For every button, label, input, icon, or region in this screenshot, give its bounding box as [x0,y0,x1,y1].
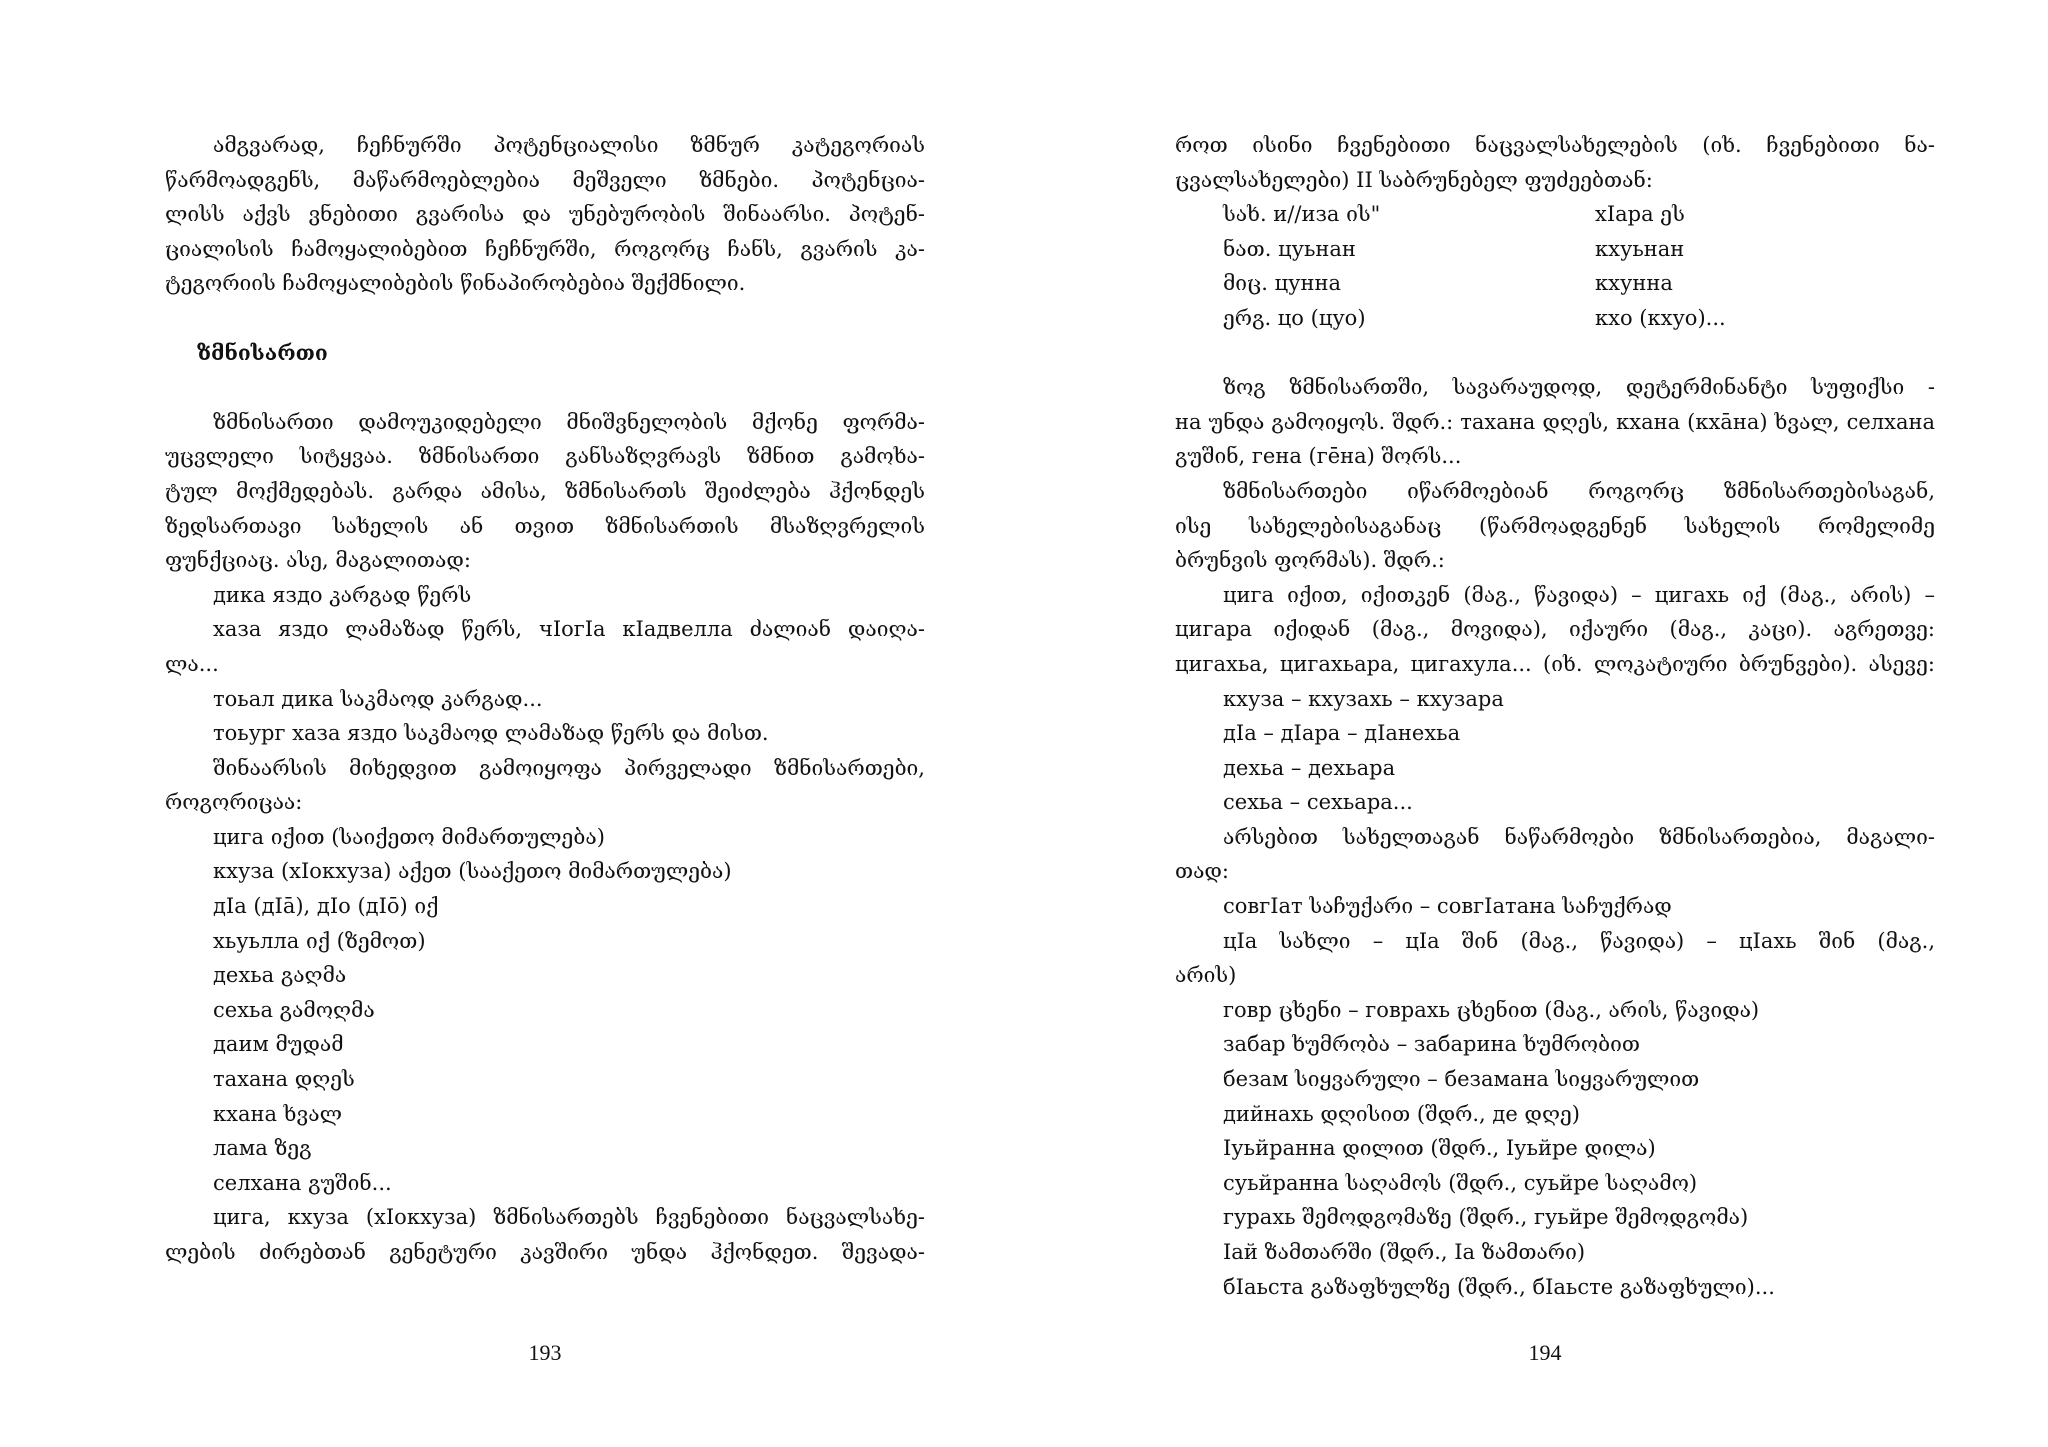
case-form-right: кхо (кхуо)... [1595,305,1726,330]
text-line: შინაარსის მიხედვით გამოიყოფა პირველადი ზმნისართები, [213,755,925,780]
text-line: сехьа გამოღმა [213,997,375,1022]
right-body [1175,336,1935,1305]
text-line: ზმნისართები იწარმოებიან როგორც ზმნისართებისაგან, [1223,478,1935,503]
case-row [1175,197,1935,232]
text-line: селхана გუშინ... [213,1170,392,1195]
text-line: გუშინ, гена (гēна) შორს... [1175,444,1462,469]
case-form-left: მიც. цунна [1223,271,1341,296]
text-line: ბრუნვის ფორმას). შდრ.: [1175,548,1445,573]
text-line: лама ზეგ [213,1136,312,1161]
text-line: უცვლელი სიტყვაა. ზმნისართი განსაზღვრავს ზმნით გამოხა- [165,444,925,469]
text-line: ციალისის ჩამოყალიბებით ჩეჩნურში, როგორც ჩანს, გვარის კა- [165,236,925,261]
case-form-left: ერგ. цо (цуо) [1223,305,1366,330]
text-line: Iай ზამთარში (შდრ., Ia ზამთარი) [1223,1240,1586,1264]
text-line: თად: [1175,859,1230,884]
blank-line [165,301,925,336]
case-row [1175,266,1935,301]
text-line: цига, кхуза (хIокхуза) ზმნისართებს ჩვენებითი ნაცვალსახე- [213,1205,925,1230]
text-line: ცვალსახელები) II საბრუნებელ ფუძეებთან: [1175,167,1653,192]
text-line: ზმნისართი დამოუკიდებელი მნიშვნელობის მქონე ფორმა- [213,409,925,434]
case-form-right: кхунна [1595,271,1673,296]
right-page [1175,128,1935,1304]
text-line: ფუნქციაც. ასე, მაგალითად: [165,548,471,573]
text-line: цIа სახლი – цIа შინ (მაგ., წავიდა) – цIахь შინ (მაგ., [1223,928,1935,953]
left-page [165,128,925,1270]
text-line: совгIат საჩუქარი – совгIатана საჩუქრად [1223,894,1672,919]
text-line: цига იქით (საიქეთო მიმართულება) [213,824,605,849]
text-line: дика яздо კარგად წერს [213,582,472,607]
text-line: Iуьйранна დილით (შდრ., Iуьйре დილა) [1223,1136,1656,1161]
text-line: дIа (дIā), дIо (дIō) იქ [213,894,439,919]
text-line: წარმოადგენს, მაწარმოებლებია მეშველი ზმნები. პოტენცია- [165,167,925,192]
page-number-left: 193 [528,1340,562,1365]
case-form-right: кхуьнан [1595,236,1685,261]
text-line: тоьург хаза яздо საკმაოდ ლამაზად წერს და მისთ. [213,721,769,746]
text-line: როგორიცაა: [165,790,303,815]
text-line: цига იქით, იქითკენ (მაგ., წავიდა) – цигахь იქ (მაგ., არის) – [1223,582,1935,607]
text-line: ზოგ ზმნისართში, სავარაუდოდ, დეტერმინანტი სუფიქსი - [1223,375,1935,400]
text-line: хьуьлла იქ (ზემოთ) [213,928,426,953]
text-line: тоьал дика საკმაოდ კარგად... [213,686,543,711]
case-row [1175,301,1935,336]
text-line: ამგვარად, ჩეჩნურში პოტენციალისი ზმნურ კატეგორიას [213,133,925,157]
text-line: бIаьста გაზაფხულზე (შდრ., бIаьсте გაზაფხული)... [1223,1274,1775,1299]
case-row [1175,232,1935,267]
text-line: ტეგორიის ჩამოყალიბების წინაპირობებია შექმნილი. [165,271,746,296]
case-form-right: хIара ეს [1595,202,1685,227]
text-line: даим მუდამ [213,1032,344,1057]
text-line: არსებით სახელთაგან ნაწარმოები ზმნისართებია, მაგალი- [1223,824,1935,849]
text-line: ლა... [165,651,219,676]
text-line: дехьа გაღმა [213,963,347,988]
text-line: როთ ისინი ჩვენებითი ნაცვალსახელების (იხ. ჩვენებითი ნა- [1175,133,1935,157]
text-line: ზედსართავი სახელის ან თვით ზმნისართის მსაზღვრელის [165,513,925,538]
text-line: суьйранна საღამოს (შდრ., суьйре საღამო) [1223,1170,1698,1195]
text-line: кхуза – кхузахь – кхузара [1223,686,1504,711]
right-intro [1175,128,1935,197]
text-line: гурахь შემოდგომაზე (შდრ., гуьйре შემოდგომა) [1223,1205,1749,1230]
case-form-left: ნათ. цуьнан [1223,236,1356,261]
text-line: ისე სახელებისაგანაც (წარმოადგენენ სახელის რომელიმე [1175,513,1935,538]
text-line: тахана დღეს [213,1067,355,1092]
text-line: говр ცხენი – говрахь ცხენით (მაგ., არის, წავიდა) [1223,997,1760,1022]
text-line: хаза яздо ლამაზად წერს, чIогIа кIадвелла ძალიან დაიღა- [213,617,925,642]
text-line: кхана ხვალ [213,1101,342,1126]
text-line: дехьа – дехьара [1223,755,1396,780]
case-form-left: სახ. и//иза ის" [1223,202,1381,227]
text-line: дIа – дIара – дIанехьа [1223,721,1461,746]
text-line: ლების ძირებთან გენეტური კავშირი უნდა ჰქონდეთ. შევადა- [165,1240,925,1264]
blank-line [1175,336,1935,371]
text-line: сехьа – сехьара... [1223,790,1413,815]
text-line: дийнахь დღისით (შდრ., де დღე) [1223,1101,1580,1126]
text-line: цигахьа, цигахьара, цигахула... (იხ. ლოკატიური ბრუნვები). ასევე: [1175,651,1935,676]
page-number-right: 194 [1528,1340,1562,1365]
blank-line [165,370,925,405]
text-line: ლისს აქვს ვნებითი გვარისა და უნებურობის შინაარსი. პოტენ- [165,202,925,227]
text-line: цигара იქიდან (მაგ., მოვიდა), იქაური (მაგ., კაცი). აგრეთვე: [1175,617,1935,642]
text-line: безам სიყვარული – безамана სიყვარულით [1223,1067,1700,1092]
text-line: არის) [1175,963,1237,988]
text-line: на უნდა გამოიყოს. შდრ.: тахана დღეს, кхана (кхāна) ხვალ, селхана [1175,409,1935,434]
section-heading: ზმნისართი [197,339,328,365]
text-line: кхуза (хIокхуза) აქეთ (სააქეთო მიმართულება) [213,859,732,884]
text-line: ტულ მოქმედებას. გარდა ამისა, ზმნისართს შეიძლება ჰქონდეს [165,478,925,503]
text-line: забар ხუმრობა – забарина ხუმრობით [1223,1032,1640,1057]
case-table [1175,197,1935,335]
